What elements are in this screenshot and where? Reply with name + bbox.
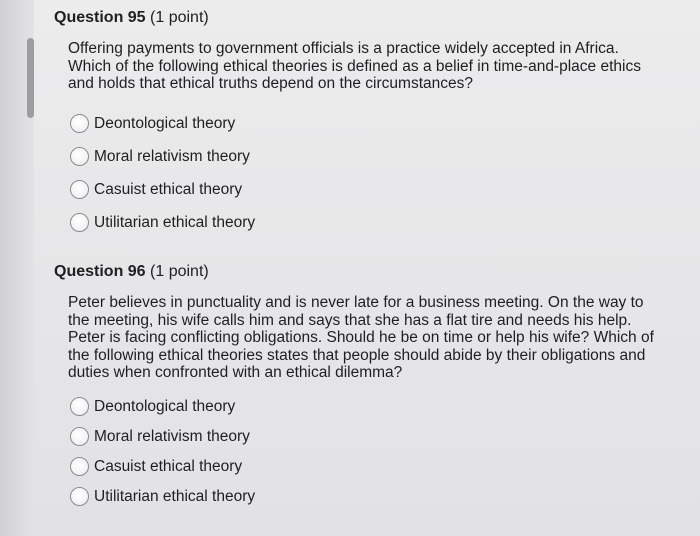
- question-96: [54, 262, 658, 508]
- question-points: (1 point): [150, 263, 209, 280]
- answer-options: [70, 113, 658, 234]
- option-moral-relativism[interactable]: [70, 146, 658, 168]
- option-label: Moral relativism theory: [94, 427, 250, 445]
- option-utilitarian[interactable]: [70, 486, 658, 508]
- option-label: Deontological theory: [94, 397, 236, 415]
- option-moral-relativism[interactable]: [70, 426, 658, 448]
- radio-unselected-icon[interactable]: [70, 213, 89, 232]
- option-label: Deontological theory: [94, 114, 236, 132]
- radio-unselected-icon[interactable]: [70, 180, 89, 199]
- question-number: Question 96: [54, 263, 146, 280]
- option-label: Casuist ethical theory: [94, 180, 243, 198]
- question-title: [54, 8, 658, 28]
- option-utilitarian[interactable]: [70, 212, 658, 234]
- question-text: Offering payments to government officials is a practice widely accepted in Africa. Which of the following ethical theories is defined as a belief in time-and-place ethics and holds that ethical truths depend on the circumstances?: [68, 40, 641, 92]
- radio-unselected-icon[interactable]: [70, 147, 89, 166]
- radio-unselected-icon[interactable]: [70, 114, 89, 133]
- radio-unselected-icon[interactable]: [70, 457, 89, 476]
- option-casuist[interactable]: [70, 179, 658, 201]
- question-title: [54, 262, 658, 282]
- radio-unselected-icon[interactable]: [70, 427, 89, 446]
- answer-options: [70, 396, 658, 508]
- question-95: [54, 8, 658, 234]
- scrollbar-thumb[interactable]: [27, 38, 34, 118]
- option-label: Moral relativism theory: [94, 147, 250, 165]
- option-deontological[interactable]: [70, 113, 658, 135]
- option-deontological[interactable]: [70, 396, 658, 418]
- option-label: Casuist ethical theory: [94, 457, 243, 475]
- question-text: Peter believes in punctuality and is never late for a business meeting. On the way to the meeting, his wife calls him and says that she has a flat tire and needs his help. Peter is facing conflicting obligations. Should he be on time or help his wife? Which of the following ethical theories states that people should abide by their obligations and duties when confronted with an ethical dilemma?: [68, 294, 654, 381]
- radio-unselected-icon[interactable]: [70, 487, 89, 506]
- question-number: Question 95: [54, 9, 146, 26]
- option-label: Utilitarian ethical theory: [94, 487, 256, 505]
- option-casuist[interactable]: [70, 456, 658, 478]
- question-points: (1 point): [150, 9, 209, 26]
- radio-unselected-icon[interactable]: [70, 397, 89, 416]
- option-label: Utilitarian ethical theory: [94, 213, 256, 231]
